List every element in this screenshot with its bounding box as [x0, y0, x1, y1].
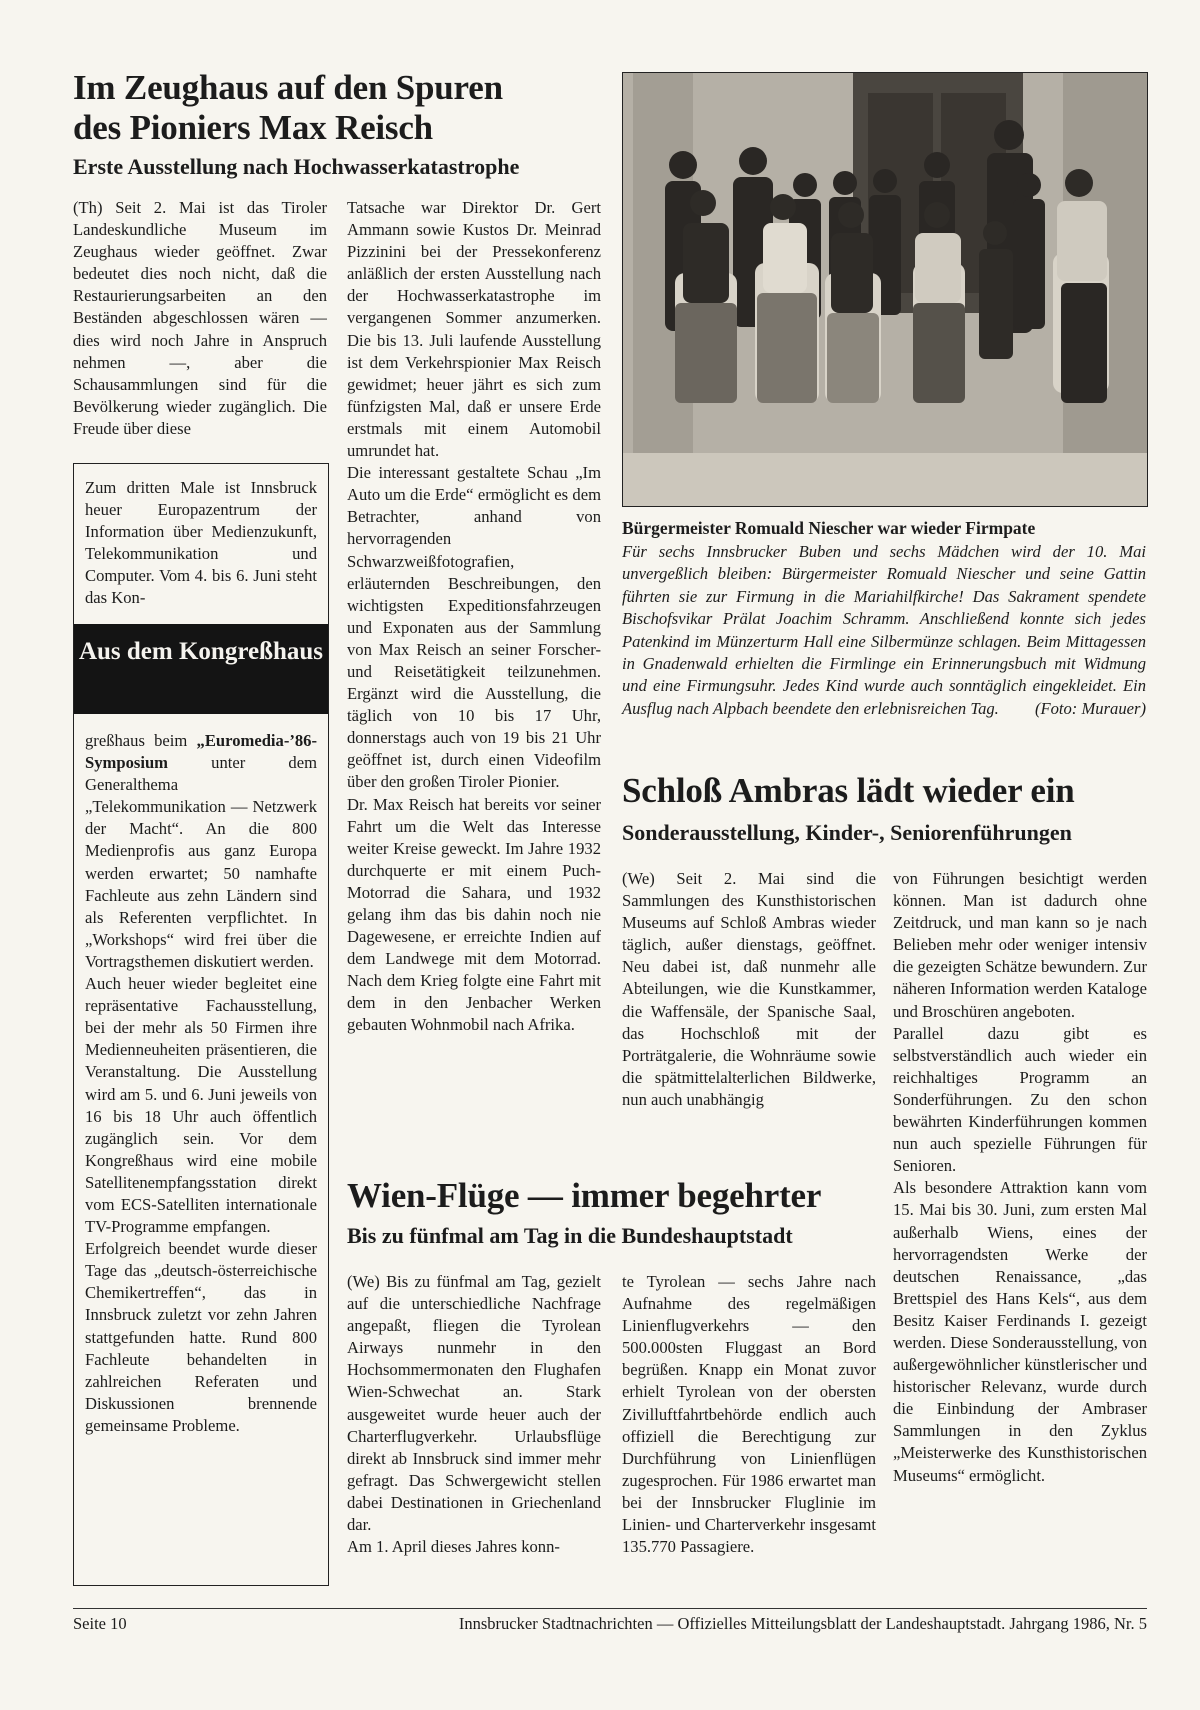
- zeughaus-subheadline: Erste Ausstellung nach Hochwasserkatastrophe: [73, 154, 520, 179]
- kongress-paragraph: [85, 730, 317, 973]
- ambras-subheadline: Sonderausstellung, Kinder-, Seniorenführungen: [622, 820, 1072, 845]
- wien-subheadline: Bis zu fünfmal am Tag in die Bundeshauptstadt: [347, 1223, 793, 1248]
- photo-credit: (Foto: Murauer): [1034, 698, 1146, 718]
- zeughaus-column-1: [73, 197, 327, 447]
- group-photo: [622, 72, 1148, 507]
- zeughaus-paragraph: (Th) Seit 2. Mai ist das Tiroler Landeskundliche Museum im Zeughaus wieder geöffnet. Zwar bedeutet dies noch nicht, daß die Restaurierungsarbeiten an den Beständen abgeschlossen wären — dies wird noch Jahre in Anspruch nehmen —, aber die Schausammlungen sind für die Bevölkerung wieder zugänglich. Die Freude über diese: [73, 198, 327, 438]
- ambras-column-2: [893, 868, 1147, 1584]
- group-photo-image: [623, 73, 1147, 506]
- photo-caption-title: Bürgermeister Romuald Niescher war wieder Firmpate: [622, 518, 1036, 538]
- kongress-event-name: „Euromedia-’86-Symposium: [85, 731, 317, 773]
- kongress-paragraph: Erfolgreich beendet wurde dieser Tage das „deutsch-österreichische Chemikertreffen“, das in Innsbruck zuletzt vor zehn Jahren stattgefunden hatte. Rund 800 Fachleute behandelten in zahlreichen Referaten und Diskussionen brennende gemeinsame Probleme.: [85, 1239, 317, 1435]
- publication-line: Innsbrucker Stadtnachrichten — Offizielles Mitteilungsblatt der Landeshauptstadt. Jahrgang 1986, Nr. 5: [458, 1614, 1147, 1633]
- kongress-box: [73, 463, 329, 1586]
- footer-rule: [73, 1608, 1147, 1609]
- zeughaus-paragraph: Die interessant gestaltete Schau „Im Auto um die Erde“ ermöglicht es dem Betrachter, anhand von hervorragenden Schwarzweißfotografien, erläuternden Beschreibungen, den wichtigsten Expeditionsfahrzeugen und Exponaten aus der Sammlung von Max Reisch an seiner Forscher- und Reisetätigkeit teilzunehmen. Ergänzt wird die Ausstellung, die täglich von 10 bis 17 Uhr, donnerstags auch von 19 bis 21 Uhr geöffnet ist, durch einen Videofilm über den großen Tiroler Pionier.: [347, 463, 601, 792]
- kongress-text: unter dem Generalthema „Telekommunikation — Netzwerk der Macht“. An die 800 Medienprofis aus ganz Europa werden erwartet; 50 namhafte Fachleute aus zehn Ländern sind als Referenten verpflichtet. In „Workshops“ wird frei über die Vortragsthemen diskutiert werden.: [85, 753, 317, 971]
- zeughaus-headline: Im Zeughaus auf den Spuren des Pioniers Max Reisch: [73, 68, 503, 147]
- wien-paragraph: te Tyrolean — sechs Jahre nach Aufnahme des regelmäßigen Linienflugverkehrs — den 500.000sten Fluggast an Bord begrüßen. Knapp ein Monat zuvor erhielt Tyrolean von der obersten Zivilluftfahrtbehörde endlich auch offiziell die Berechtigung zur Durchführung von Linienflügen zugesprochen. Für 1986 erwartet man bei der Innsbrucker Fluglinie im Linien- und Charterverkehr insgesamt 135.770 Passagiere.: [622, 1272, 876, 1557]
- ambras-paragraph: Parallel dazu gibt es selbstverständlich auch wieder ein reichhaltiges Programm an Sonderführungen. Zu den schon bewährten Kinderführungen kommen nun auch spezielle Führungen für Senioren.: [893, 1023, 1147, 1176]
- photo-caption: [622, 541, 1146, 720]
- wien-paragraph: Am 1. April dieses Jahres konn-: [347, 1537, 560, 1557]
- wien-paragraph: (We) Bis zu fünfmal am Tag, gezielt auf die unterschiedliche Nachfrage angepaßt, fliegen die Tyrolean Airways nunmehr in den Hochsommermonaten den Flughafen Wien-Schwechat an. Stark ausgeweitet wurde heuer auch der Charterflugverkehr. Urlaubsflüge direkt ab Innsbruck sind immer mehr gefragt. Das Schwergewicht stellen dabei Destinationen in Griechenland dar.: [347, 1272, 601, 1535]
- ambras-paragraph: von Führungen besichtigt werden können. Man ist dadurch ohne Zeitdruck, und man kann so je nach Belieben mehr oder weniger intensiv die gezeigten Schätze bewundern. Zur näheren Information werden Kataloge und Broschüren angeboten.: [893, 869, 1147, 1021]
- zeughaus-paragraph: Dr. Max Reisch hat bereits vor seiner Fahrt um die Welt das Interesse weiter Kreise geweckt. Im Jahre 1932 durchquerte er mit einem Puch-Motorrad die Sahara, und 1932 gelang ihm das bis dahin noch nie Dagewesene, er erreichte Indien auf dem Landwege mit dem Motorrad. Nach dem Krieg folgte eine Fahrt mit dem in den Jenbacher Werken gebauten Wohnmobil nach Afrika.: [347, 794, 601, 1035]
- ambras-paragraph: (We) Seit 2. Mai sind die Sammlungen des Kunsthistorischen Museums auf Schloß Ambras wieder täglich, außer dienstags, geöffnet. Neu dabei ist, daß nunmehr alle Abteilungen, wie die Kunstkammer, die Waffensäle, der Spanische Saal, das Hochschloß mit der Porträtgalerie, die Wohnräume sowie die spätmittelalterlichen Bildwerke, nun auch unabhängig: [622, 869, 876, 1109]
- ambras-headline: Schloß Ambras lädt wieder ein: [622, 771, 1075, 810]
- photo-caption-text: Für sechs Innsbrucker Buben und sechs Mädchen wird der 10. Mai unvergeßlich bleiben: Bürgermeister Romuald Niescher und seine Gattin führten sie zur Firmung in die Mariahilfkirche! Das Sakrament spendete Bischofsvikar Prälat Joachim Schramm. Anschließend konnte sich jedes Patenkind im Münzerturm Hall eine Silbermünze schlagen. Beim Mittagessen in Gnadenwald erhielten die Firmlinge ein Erinnerungsbuch mit Widmung und eine Firmungsuhr. Jedes Kind wurde auch sonntäglich eingekleidet. Ein Ausflug nach Alpbach beendete den erlebnisreichen Tag.: [622, 542, 1146, 718]
- kongress-body: [85, 730, 317, 1576]
- zeughaus-paragraph: Tatsache war Direktor Dr. Gert Ammann sowie Kustos Dr. Meinrad Pizzinini bei der Pressekonferenz anläßlich der ersten Ausstellung nach der Hochwasserkatastrophe im vergangenen Sommer anzumerken. Die bis 13. Juli laufende Ausstellung ist dem Verkehrspionier Max Reisch gewidmet; heuer jährt es sich zum fünfzigsten Mal, daß er unsere Erde erstmals mit einem Automobil umrundet hat.: [347, 198, 601, 461]
- wien-column-1: [347, 1271, 601, 1586]
- kongress-intro-text: Zum dritten Male ist Innsbruck heuer Europazentrum der Information über Medienzukunft, Telekommunikation und Computer. Vom 4. bis 6. Juni steht das Kon-: [85, 478, 317, 608]
- ambras-column-1: [622, 868, 876, 1138]
- kongress-text: greßhaus beim: [85, 731, 197, 750]
- kongress-intro: [85, 477, 317, 627]
- wien-headline: Wien-Flüge — immer begehrter: [347, 1176, 822, 1215]
- page-number: Seite 10: [73, 1614, 127, 1633]
- wien-column-2: [622, 1271, 876, 1586]
- kongress-band-title: Aus dem Kongreßhaus: [74, 624, 328, 714]
- zeughaus-column-2: [347, 197, 601, 1129]
- ambras-paragraph: Als besondere Attraktion kann vom 15. Mai bis 30. Juni, zum ersten Mal außerhalb Wiens, eines der hervorragendsten Werke der deutschen Renaissance, „das Brettspiel des Hans Kels“, aus dem Besitz Kaiser Ferdinands I. gezeigt werden. Diese Sonderausstellung, von außergewöhnlicher künstlerischer und historischer Relevanz, wurde durch die Einbindung der Ambraser Sammlungen in den Zyklus „Meisterwerke des Kunsthistorischen Museums“ ermöglicht.: [893, 1178, 1147, 1485]
- kongress-paragraph: Auch heuer wieder begleitet eine repräsentative Fachausstellung, bei der mehr als 50 Firmen ihre Medienneuheiten präsentieren, die Veranstaltung. Die Ausstellung wird am 5. und 6. Juni jeweils von 16 bis 18 Uhr auch öffentlich zugänglich sein. Vor dem Kongreßhaus wird eine mobile Satellitenempfangsstation direkt vom ECS-Satelliten internationale TV-Programme empfangen.: [85, 974, 317, 1237]
